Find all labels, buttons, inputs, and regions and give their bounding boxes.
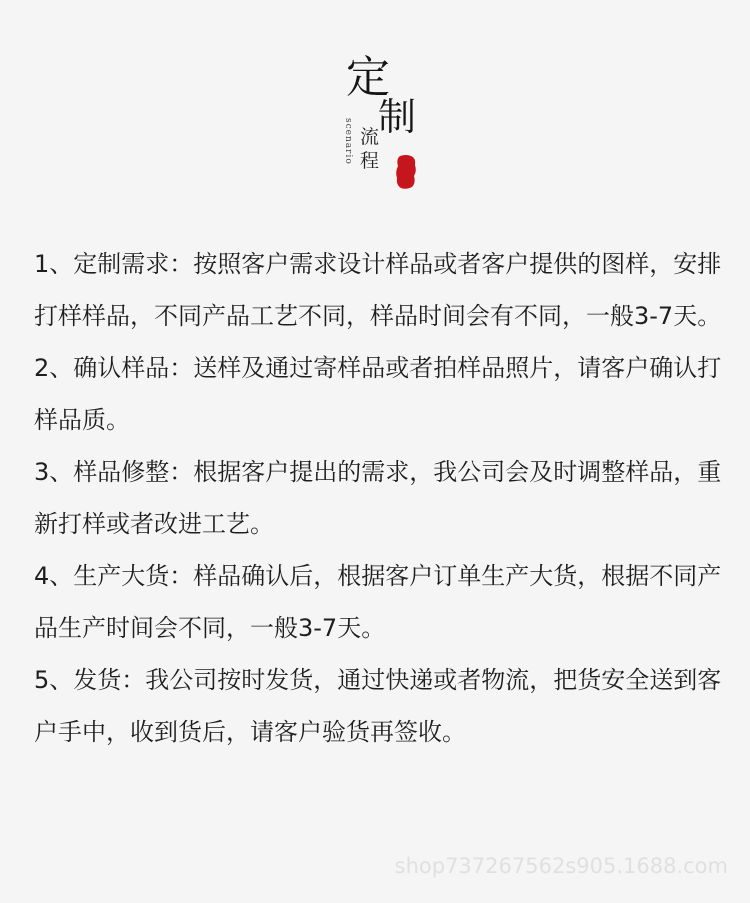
step-1: 1、定制需求：按照客户需求设计样品或者客户提供的图样，安排打样样品，不同产品工艺不同，样品时间会有不同，一般3-7天。	[34, 250, 722, 330]
step-2: 2、确认样品：送样及通过寄样品或者拍样品照片，请客户确认打样品质。	[34, 354, 722, 434]
seal-icon	[395, 154, 417, 190]
title-char-zhi: 制	[378, 95, 417, 139]
process-steps	[34, 238, 724, 758]
title-char-ding: 定	[346, 52, 390, 103]
title-block	[0, 0, 750, 210]
step-3: 3、样品修整：根据客户提出的需求，我公司会及时调整样品，重新打样或者改进工艺。	[34, 458, 722, 538]
title-char-liu: 流	[360, 126, 380, 148]
step-4: 4、生产大货：样品确认后，根据客户订单生产大货，根据不同产品生产时间会不同，一般3-7天。	[34, 562, 722, 642]
title-char-cheng: 程	[360, 150, 380, 172]
watermark: shop737267562s905.1688.com	[394, 854, 728, 878]
step-5: 5、发货：我公司按时发货，通过快递或者物流，把货安全送到客户手中，收到货后，请客户验货再签收。	[34, 666, 722, 746]
title-subtitle: scenario	[343, 118, 353, 165]
